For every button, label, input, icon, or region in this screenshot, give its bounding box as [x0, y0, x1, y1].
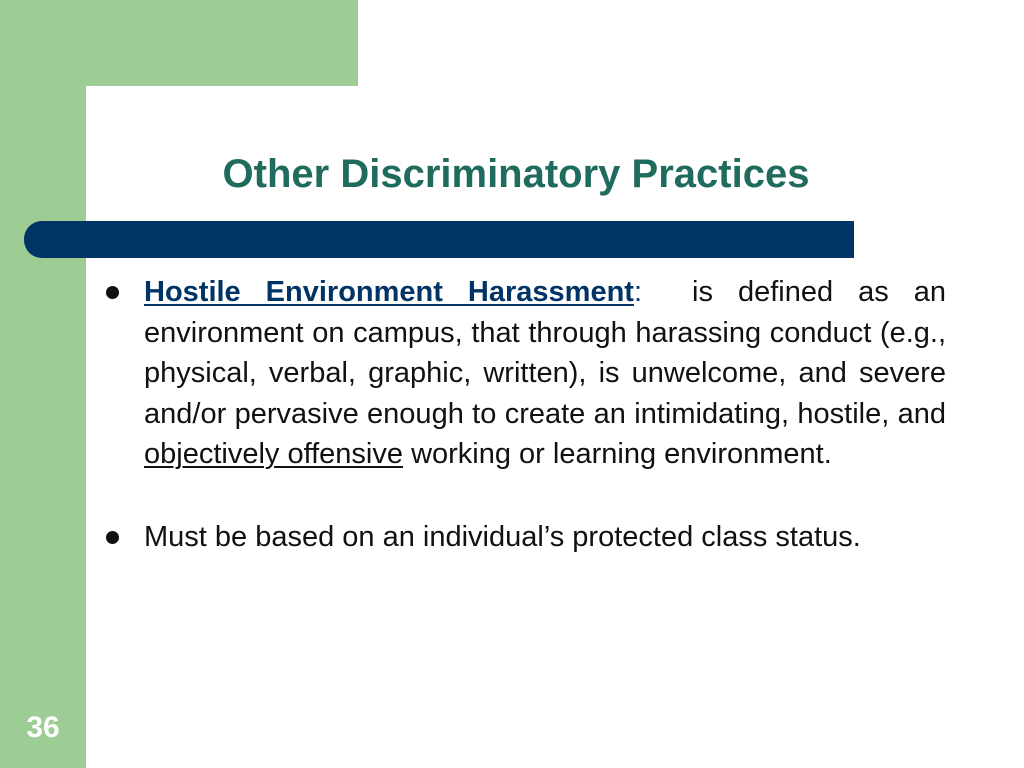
- green-top-block: [0, 0, 358, 86]
- bullet-list: [100, 272, 955, 557]
- definition-text-end: working or learning environment.: [403, 438, 832, 470]
- bullet-item-hostile-environment: [100, 272, 955, 475]
- bullet-dot-icon: [106, 286, 119, 299]
- defined-term: Hostile Environment Harassment: [144, 276, 634, 308]
- term-colon: :: [633, 276, 643, 308]
- bullet-item-protected-class: [100, 517, 946, 558]
- slide-number: 36: [26, 711, 60, 744]
- green-sidebar: [0, 0, 86, 768]
- title-underline-bar: [24, 221, 854, 258]
- bullet-text: Must be based on an individual’s protected class status.: [144, 520, 861, 553]
- slide-title: Other Discriminatory Practices: [222, 152, 810, 196]
- emphasized-phrase: objectively offensive: [144, 438, 404, 470]
- bullet-dot-icon: [106, 531, 119, 544]
- definition-text: is defined as an environment on campus, that through harassing conduct (e.g., physical, verbal, graphic, written), is unwelcome, and severe and/or pervasive enough to create an intimidating, hostile, and: [144, 276, 955, 430]
